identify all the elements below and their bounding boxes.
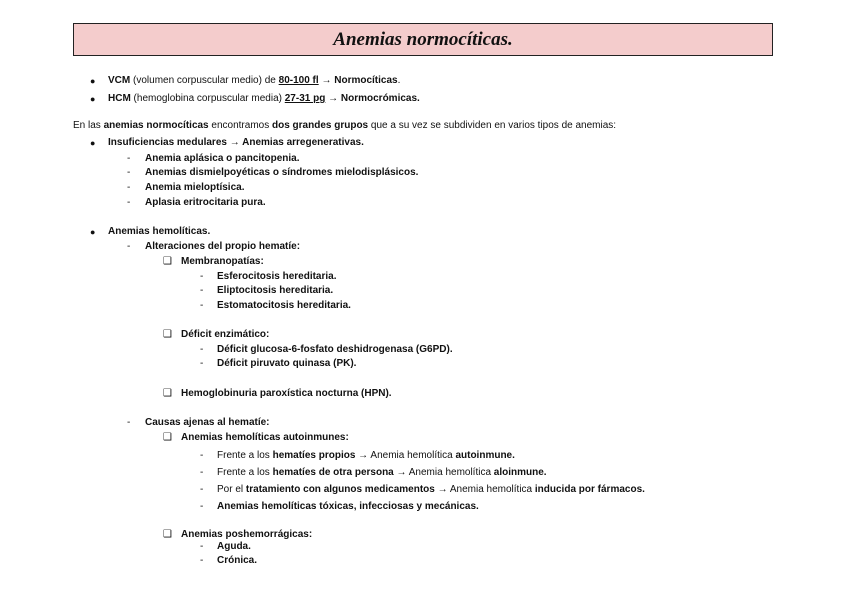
autoinmunes-heading: Anemias hemolíticas autoinmunes: <box>181 432 349 443</box>
checkbox-icon: ❑ <box>163 388 172 399</box>
dash-icon: - <box>200 555 204 566</box>
list-item: Anemia aplásica o pancitopenia. <box>145 153 300 164</box>
dash-icon: - <box>200 285 204 296</box>
list-item: Frente a los hematíes propios → Anemia hemolítica autoinmune. <box>217 450 515 461</box>
medulares-heading: Insuficiencias medulares → Anemias arregenerativas. <box>108 137 364 148</box>
checkbox-icon: ❑ <box>163 529 172 540</box>
bullet-icon: ● <box>90 138 96 148</box>
dash-icon: - <box>200 344 204 355</box>
dash-icon: - <box>200 300 204 311</box>
bullet-icon: ● <box>90 227 96 237</box>
list-item: Crónica. <box>217 555 258 566</box>
list-item: Aplasia eritrocitaria pura. <box>145 197 266 208</box>
dash-icon: - <box>127 167 131 178</box>
dash-icon: - <box>200 467 204 478</box>
checkbox-icon: ❑ <box>163 329 172 340</box>
hemoliticas-heading: Anemias hemolíticas. <box>108 226 211 237</box>
dash-icon: - <box>127 417 131 428</box>
list-item: Anemia mieloptísica. <box>145 182 245 193</box>
bullet-icon: ● <box>90 76 96 86</box>
bullet-icon: ● <box>90 94 96 104</box>
dash-icon: - <box>200 501 204 512</box>
ajenas-heading: Causas ajenas al hematíe: <box>145 417 270 428</box>
title-box <box>73 23 773 56</box>
dash-icon: - <box>127 241 131 252</box>
dash-icon: - <box>127 182 131 193</box>
list-item: Esferocitosis hereditaria. <box>217 271 337 282</box>
checkbox-icon: ❑ <box>163 432 172 443</box>
list-item: Anemias dismielpoyéticas o síndromes mielodisplásicos. <box>145 167 419 178</box>
vcm-line: VCM (volumen corpuscular medio) de 80-100 fl → Normocíticas. <box>108 75 401 86</box>
hpn-item: Hemoglobinuria paroxística nocturna (HPN). <box>181 388 392 399</box>
dash-icon: - <box>200 358 204 369</box>
list-item: Por el tratamiento con algunos medicamentos → Anemia hemolítica inducida por fármacos. <box>217 484 645 495</box>
dash-icon: - <box>200 450 204 461</box>
dash-icon: - <box>200 541 204 552</box>
list-item: Frente a los hematíes de otra persona → Anemia hemolítica aloinmune. <box>217 467 547 478</box>
propio-heading: Alteraciones del propio hematíe: <box>145 241 301 252</box>
list-item: Déficit glucosa-6-fosfato deshidrogenasa (G6PD). <box>217 344 453 355</box>
deficit-heading: Déficit enzimático: <box>181 329 270 340</box>
poshemorragicas-heading: Anemias poshemorrágicas: <box>181 529 313 540</box>
dash-icon: - <box>127 153 131 164</box>
hcm-line: HCM (hemoglobina corpuscular media) 27-31 pg → Normocrómicas. <box>108 93 420 104</box>
page-title: Anemias normocíticas. <box>333 28 513 50</box>
membranopatias-heading: Membranopatías: <box>181 256 264 267</box>
dash-icon: - <box>200 484 204 495</box>
list-item: Aguda. <box>217 541 251 552</box>
list-item: Déficit piruvato quinasa (PK). <box>217 358 357 369</box>
list-item: Estomatocitosis hereditaria. <box>217 300 351 311</box>
dash-icon: - <box>200 271 204 282</box>
checkbox-icon: ❑ <box>163 256 172 267</box>
list-item: Eliptocitosis hereditaria. <box>217 285 334 296</box>
list-item: Anemias hemolíticas tóxicas, infecciosas y mecánicas. <box>217 501 479 512</box>
dash-icon: - <box>127 197 131 208</box>
intro-paragraph: En las anemias normocíticas encontramos dos grandes grupos que a su vez se subdividen en varios tipos de anemias: <box>73 120 617 131</box>
